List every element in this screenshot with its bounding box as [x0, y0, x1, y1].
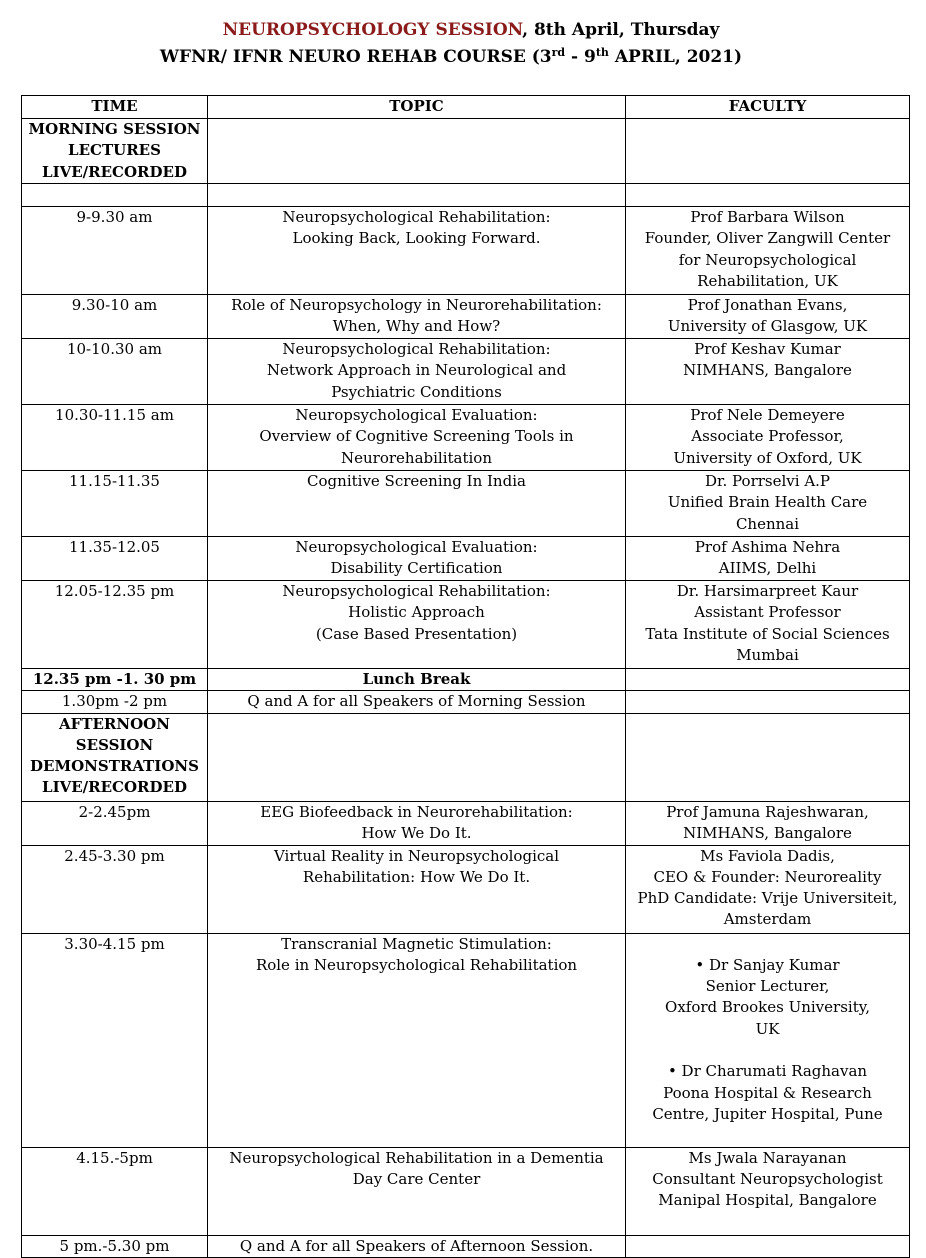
faculty-cell: Dr. Porrselvi A.P Unified Brain Health Care Chennai: [626, 471, 910, 537]
column-header-topic: TOPIC: [208, 96, 626, 119]
faculty-cell: Prof Keshav Kumar NIMHANS, Bangalore: [626, 339, 910, 405]
title-line-1: [8, 18, 926, 42]
table-row: [22, 933, 910, 1147]
faculty-cell: Prof Jamuna Rajeshwaran, NIMHANS, Bangalore: [626, 801, 910, 845]
table-row: [22, 537, 910, 581]
faculty-cell: [626, 691, 910, 713]
topic-cell: Q and A for all Speakers of Afternoon Session.: [208, 1235, 626, 1257]
faculty-cell: Dr. Harsimarpreet Kaur Assistant Professor Tata Institute of Social Sciences Mumbai: [626, 581, 910, 669]
faculty-cell: Ms Jwala Narayanan Consultant Neuropsychologist Manipal Hospital, Bangalore: [626, 1147, 910, 1235]
table-row: [22, 845, 910, 933]
time-cell: 9-9.30 am: [22, 207, 208, 295]
topic-cell: Q and A for all Speakers of Morning Session: [208, 691, 626, 713]
table-row: [22, 1235, 910, 1257]
faculty-cell: [626, 1235, 910, 1257]
table-row: [22, 339, 910, 405]
session-heading: MORNING SESSION LECTURES LIVE/RECORDED: [22, 119, 208, 184]
table-row: [22, 691, 910, 713]
topic-cell: Neuropsychological Rehabilitation: Looking Back, Looking Forward.: [208, 207, 626, 295]
faculty-cell: [626, 184, 910, 207]
topic-cell: Neuropsychological Evaluation: Disability Certification: [208, 537, 626, 581]
time-cell: 11.15-11.35: [22, 471, 208, 537]
course-dates: - 9: [565, 47, 596, 67]
table-row: [22, 581, 910, 669]
session-title: NEUROPSYCHOLOGY SESSION: [222, 20, 523, 40]
time-cell: 1.30pm -2 pm: [22, 691, 208, 713]
table-row: [22, 119, 910, 184]
topic-cell: [208, 713, 626, 801]
time-cell: 5 pm.-5.30 pm: [22, 1235, 208, 1257]
faculty-cell: [626, 119, 910, 184]
time-cell: [22, 184, 208, 207]
table-row: [22, 713, 910, 801]
faculty-bullet-item: • Dr Sanjay Kumar Senior Lecturer, Oxford Brookes University, UK: [665, 955, 870, 1038]
time-cell: 12.35 pm -1. 30 pm: [22, 669, 208, 691]
time-cell: 9.30-10 am: [22, 295, 208, 339]
faculty-cell: Prof Jonathan Evans, University of Glasgow, UK: [626, 295, 910, 339]
faculty-cell: [626, 713, 910, 801]
time-cell: 11.35-12.05: [22, 537, 208, 581]
faculty-cell: Prof Nele Demeyere Associate Professor, University of Oxford, UK: [626, 405, 910, 471]
lunch-break-label: Lunch Break: [208, 669, 626, 691]
table-row: [22, 801, 910, 845]
topic-cell: Transcranial Magnetic Stimulation: Role in Neuropsychological Rehabilitation: [208, 933, 626, 1147]
faculty-cell: [626, 933, 910, 1147]
topic-cell: [208, 119, 626, 184]
faculty-bullet-item: • Dr Charumati Raghavan Poona Hospital & Research Centre, Jupiter Hospital, Pune: [652, 1062, 883, 1123]
ordinal-suffix: th: [595, 46, 609, 59]
topic-cell: Neuropsychological Rehabilitation: Holistic Approach (Case Based Presentation): [208, 581, 626, 669]
topic-cell: [208, 184, 626, 207]
table-row: [22, 295, 910, 339]
session-heading: AFTERNOON SESSION DEMONSTRATIONS LIVE/RECORDED: [22, 713, 208, 801]
topic-cell: Neuropsychological Rehabilitation in a Dementia Day Care Center: [208, 1147, 626, 1235]
column-header-faculty: FACULTY: [626, 96, 910, 119]
time-cell: 4.15.-5pm: [22, 1147, 208, 1235]
title-line-2: [0, 45, 914, 69]
time-cell: 10-10.30 am: [22, 339, 208, 405]
table-row: [22, 669, 910, 691]
faculty-cell: [626, 669, 910, 691]
table-row: [22, 405, 910, 471]
session-date: , 8th April, Thursday: [522, 20, 720, 40]
ordinal-suffix: rd: [551, 46, 566, 59]
table-header-row: [22, 96, 910, 119]
faculty-cell: Ms Faviola Dadis, CEO & Founder: Neuroreality PhD Candidate: Vrije Universiteit, Amsterdam: [626, 845, 910, 933]
time-cell: 2.45-3.30 pm: [22, 845, 208, 933]
column-header-time: TIME: [22, 96, 208, 119]
time-cell: 10.30-11.15 am: [22, 405, 208, 471]
topic-cell: Cognitive Screening In India: [208, 471, 626, 537]
time-cell: 2-2.45pm: [22, 801, 208, 845]
topic-cell: Neuropsychological Rehabilitation: Network Approach in Neurological and Psychiatric Conditions: [208, 339, 626, 405]
course-year: APRIL, 2021): [608, 47, 743, 67]
topic-cell: Virtual Reality in Neuropsychological Rehabilitation: How We Do It.: [208, 845, 626, 933]
topic-cell: Neuropsychological Evaluation: Overview of Cognitive Screening Tools in Neurorehabilitation: [208, 405, 626, 471]
time-cell: 12.05-12.35 pm: [22, 581, 208, 669]
table-row: [22, 207, 910, 295]
faculty-cell: Prof Barbara Wilson Founder, Oliver Zangwill Center for Neuropsychological Rehabilitation, UK: [626, 207, 910, 295]
topic-cell: EEG Biofeedback in Neurorehabilitation: How We Do It.: [208, 801, 626, 845]
time-cell: 3.30-4.15 pm: [22, 933, 208, 1147]
table-row: [22, 184, 910, 207]
table-row: [22, 471, 910, 537]
faculty-cell: Prof Ashima Nehra AIIMS, Delhi: [626, 537, 910, 581]
schedule-table: [21, 95, 910, 1258]
course-title: WFNR/ IFNR NEURO REHAB COURSE (3: [159, 47, 552, 67]
topic-cell: Role of Neuropsychology in Neurorehabilitation: When, Why and How?: [208, 295, 626, 339]
table-row: [22, 1147, 910, 1235]
